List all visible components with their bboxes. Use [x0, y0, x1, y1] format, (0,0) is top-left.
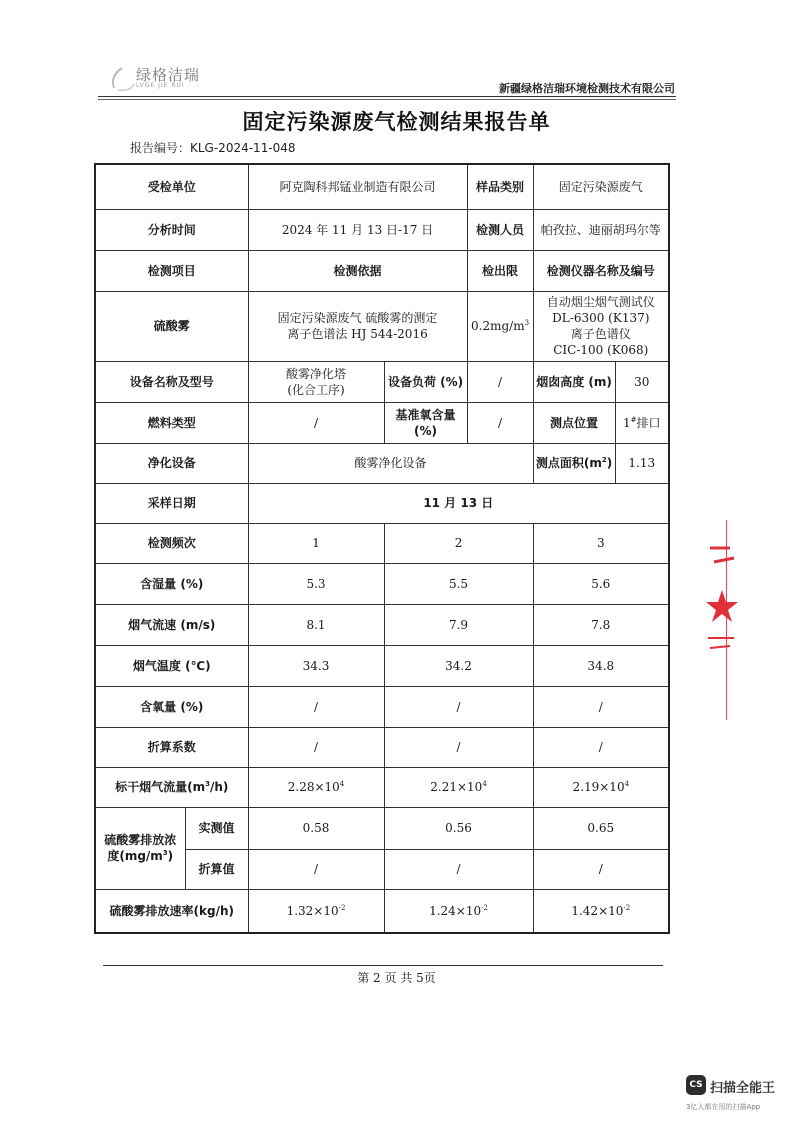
area-value: 1.13 — [615, 443, 669, 483]
company-name: 新疆绿格洁瑞环境检测技术有限公司 — [499, 82, 675, 95]
rate-1-base: 1.32×10 — [286, 903, 339, 918]
conc-label-sup: 3 — [162, 849, 168, 857]
date-value: 11 月 13 日 — [248, 483, 669, 523]
factor-1: / — [248, 727, 384, 767]
table-row — [95, 164, 669, 209]
flow-1-base: 2.28×10 — [287, 780, 340, 794]
measured-label: 实测值 — [185, 807, 248, 849]
measured-2: 0.56 — [384, 807, 533, 849]
logo-text: 绿格洁瑞 — [136, 66, 201, 84]
table-row — [95, 523, 669, 563]
flow-label-tail: /h) — [209, 780, 229, 794]
sample-type-value: 固定污染源废气 — [533, 164, 669, 209]
table-row — [95, 483, 669, 523]
rate-2 — [384, 889, 533, 933]
converted-label: 折算值 — [185, 849, 248, 889]
table-row — [95, 209, 669, 250]
table-row — [95, 604, 669, 645]
purify-value: 酸雾净化设备 — [248, 443, 533, 483]
analysis-time-label: 分析时间 — [95, 209, 248, 250]
oxygen-label: 含氧量 (%) — [95, 686, 248, 727]
logo-subtext: LVGE JIE RUI — [136, 82, 185, 89]
rate-3-exp: -2 — [623, 903, 631, 912]
rate-1-exp: -2 — [338, 903, 346, 912]
inspector-label: 检测人员 — [467, 209, 533, 250]
area-label-text: 测点面积(m — [535, 456, 602, 470]
flow-3-base: 2.19×10 — [572, 780, 625, 794]
temp-label: 烟气温度 (℃) — [95, 645, 248, 686]
oxygen-3: / — [533, 686, 669, 727]
equipment-value — [248, 361, 384, 402]
purify-label: 净化设备 — [95, 443, 248, 483]
flow-2 — [384, 767, 533, 807]
basis-value — [248, 291, 467, 361]
freq-label: 检测频次 — [95, 523, 248, 563]
instrument-value — [533, 291, 669, 361]
load-value: / — [467, 361, 533, 402]
limit-label: 检出限 — [467, 250, 533, 291]
velocity-1: 8.1 — [248, 604, 384, 645]
table-row — [95, 563, 669, 604]
table-row — [95, 807, 669, 849]
basis-line-1: 固定污染源废气 硫酸雾的测定 — [277, 311, 438, 325]
watermark-sub: 3亿人都在用的扫描App — [686, 1103, 761, 1111]
equipment-label: 设备名称及型号 — [95, 361, 248, 402]
instrument-line-4: CIC-100 (K068) — [553, 343, 649, 357]
conc-label-close: ) — [167, 849, 174, 863]
equipment-line-1: 酸雾净化塔 — [286, 366, 347, 381]
area-label-close: ) — [606, 456, 613, 470]
oxygen-1: / — [248, 686, 384, 727]
table-row — [95, 361, 669, 402]
report-number: 报告编号：KLG-2024-11-048 — [130, 141, 296, 155]
point-suffix: 排口 — [636, 415, 661, 430]
oxygen-2: / — [384, 686, 533, 727]
flow-3 — [533, 767, 669, 807]
table-row — [95, 686, 669, 727]
humidity-3: 5.6 — [533, 563, 669, 604]
rate-3 — [533, 889, 669, 933]
rate-label: 硫酸雾排放速率(kg/h) — [95, 889, 248, 933]
basis-line-2: 离子色谱法 HJ 544-2016 — [287, 327, 428, 341]
table-row — [95, 767, 669, 807]
inspector-value: 帕孜拉、迪丽胡玛尔等 — [533, 209, 669, 250]
client-value: 阿克陶科邦锰业制造有限公司 — [248, 164, 467, 209]
point-num: 1 — [623, 415, 631, 430]
header-divider — [98, 96, 676, 97]
area-label-sup: 2 — [601, 456, 607, 464]
oxygen-ref-label: 基准氧含量(%) — [384, 402, 467, 443]
header-divider-thin — [98, 99, 676, 100]
rate-2-base: 1.24×10 — [429, 903, 482, 918]
instrument-label: 检测仪器名称及编号 — [533, 250, 669, 291]
freq-3: 3 — [533, 523, 669, 563]
humidity-1: 5.3 — [248, 563, 384, 604]
flow-3-exp: 4 — [624, 780, 630, 788]
oxygen-ref-value: / — [467, 402, 533, 443]
area-label — [533, 443, 615, 483]
humidity-label: 含湿量 (%) — [95, 563, 248, 604]
rate-3-base: 1.42×10 — [571, 903, 624, 918]
measured-1: 0.58 — [248, 807, 384, 849]
basis-label: 检测依据 — [248, 250, 467, 291]
flow-1 — [248, 767, 384, 807]
limit-text: 0.2mg/m — [471, 319, 525, 333]
freq-2: 2 — [384, 523, 533, 563]
seal-stamp-icon — [700, 528, 742, 708]
factor-3: / — [533, 727, 669, 767]
fuel-value: / — [248, 402, 384, 443]
page-title: 固定污染源废气检测结果报告单 — [242, 110, 551, 134]
table-row — [95, 727, 669, 767]
flow-label-sup: 3 — [205, 780, 210, 788]
conc-label-line-1: 硫酸雾排放浓 — [104, 833, 177, 847]
watermark-name: 扫描全能王 — [710, 1081, 776, 1096]
analysis-time-value: 2024 年 11 月 13 日-17 日 — [248, 209, 467, 250]
factor-2: / — [384, 727, 533, 767]
humidity-2: 5.5 — [384, 563, 533, 604]
results-table — [94, 163, 670, 934]
rate-1 — [248, 889, 384, 933]
instrument-line-3: 离子色谱仪 — [570, 327, 631, 341]
stack-height-label: 烟囱高度 (m) — [533, 361, 615, 402]
table-row — [95, 889, 669, 933]
footer-divider — [103, 965, 663, 966]
cs-logo-icon: CS — [686, 1075, 706, 1095]
limit-value — [467, 291, 533, 361]
table-row — [95, 402, 669, 443]
fuel-label: 燃料类型 — [95, 402, 248, 443]
table-row — [95, 250, 669, 291]
client-label: 受检单位 — [95, 164, 248, 209]
page-number: 第 2 页 共 5页 — [357, 971, 436, 985]
temp-2: 34.2 — [384, 645, 533, 686]
scanner-watermark — [686, 1075, 786, 1115]
table-row — [95, 291, 669, 361]
temp-3: 34.8 — [533, 645, 669, 686]
velocity-2: 7.9 — [384, 604, 533, 645]
load-label: 设备负荷 (%) — [384, 361, 467, 402]
conc-label-line-2 — [98, 848, 183, 864]
measured-3: 0.65 — [533, 807, 669, 849]
point-value — [615, 402, 669, 443]
stack-height-value: 30 — [615, 361, 669, 402]
converted-2: / — [384, 849, 533, 889]
velocity-label: 烟气流速 (m/s) — [95, 604, 248, 645]
conc-label — [95, 807, 185, 889]
limit-sup: 3 — [524, 319, 530, 327]
table-row — [95, 443, 669, 483]
flow-2-exp: 4 — [482, 780, 487, 788]
rate-2-exp: -2 — [481, 903, 488, 912]
date-label: 采样日期 — [95, 483, 248, 523]
factor-label: 折算系数 — [95, 727, 248, 767]
converted-3: / — [533, 849, 669, 889]
point-sup: # — [630, 415, 637, 424]
instrument-line-2: DL-6300 (K137) — [552, 311, 650, 325]
temp-1: 34.3 — [248, 645, 384, 686]
equipment-line-2: (化合工序) — [287, 382, 345, 397]
flow-1-exp: 4 — [339, 780, 345, 788]
flow-2-base: 2.21×10 — [430, 780, 483, 794]
table-row — [95, 645, 669, 686]
flow-label-text: 标干烟气流量(m — [115, 780, 206, 794]
freq-1: 1 — [248, 523, 384, 563]
converted-1: / — [248, 849, 384, 889]
instrument-line-1: 自动烟尘烟气测试仪 — [546, 295, 655, 309]
point-label: 测点位置 — [533, 402, 615, 443]
sample-type-label: 样品类别 — [467, 164, 533, 209]
velocity-3: 7.8 — [533, 604, 669, 645]
flow-label — [95, 767, 248, 807]
item-label: 检测项目 — [95, 250, 248, 291]
conc-label-line-2-text: 度(mg/m — [107, 849, 163, 863]
acid-mist-label: 硫酸雾 — [95, 291, 248, 361]
